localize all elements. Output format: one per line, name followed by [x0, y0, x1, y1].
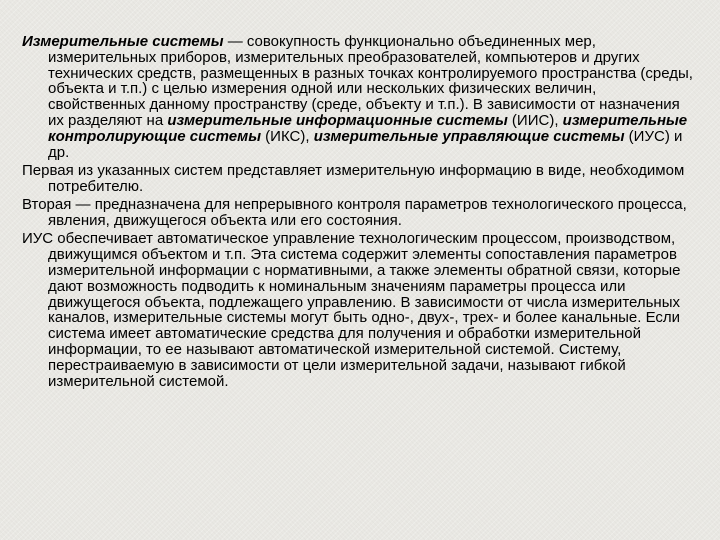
text-body: [22, 34, 694, 392]
paragraph-definition: [22, 34, 694, 160]
paragraph-second-system: Вторая — предназначена для непрерывного контроля параметров технологического процесса, явления, движущегося объекта или его состояния.: [22, 196, 687, 229]
abbr-ius-text: (ИУС) и др.: [48, 127, 683, 161]
term-control-systems: измерительные контролирующие системы: [48, 111, 688, 145]
term-measuring-systems: Измерительные системы: [22, 33, 224, 50]
term-management-systems: измерительные управляющие системы: [313, 127, 625, 145]
abbr-iks-text: (ИКС),: [261, 127, 314, 145]
paragraph-first-system: Первая из указанных систем представляет измерительную информацию в виде, необходимом потребителю.: [22, 161, 685, 195]
definition-text: — совокупность функционально объединенных мер, измерительных приборов, измерительных преобразователей, компьютеров и других технических средств, размещенных в разных точках контролируемого пространства (среды, объекта и т.п.) с целью измерения одной или нескольких физических величин, свойственных данному пространству (среде, объекту и т.п.). В зависимости от назначения их разделяют на: [48, 33, 693, 129]
paragraph-ius: ИУС обеспечивает автоматическое управление технологическим процессом, производством, движущимся объектом и т.п. Эта система содержит элементы сопоставления параметров измерительной информации с нормативными, а также элементы обратной связи, которые дают возможность подводить к номинальным значениям параметры процесса или движущегося объекта, подлежащего управлению. В зависимости от числа измерительных каналов, измерительные системы могут быть одно-, двух-, трех- и более канальные. Если система имеет автоматические средства для получения и обработки измерительной информации, то ее называют автоматической измерительной системой. Систему, перестраиваемую в зависимости от цели измерительной задачи, называют гибкой измерительной системой.: [22, 230, 681, 390]
term-information-systems: измерительные информационные системы: [167, 111, 508, 129]
abbr-iis-text: (ИИС),: [507, 111, 563, 129]
